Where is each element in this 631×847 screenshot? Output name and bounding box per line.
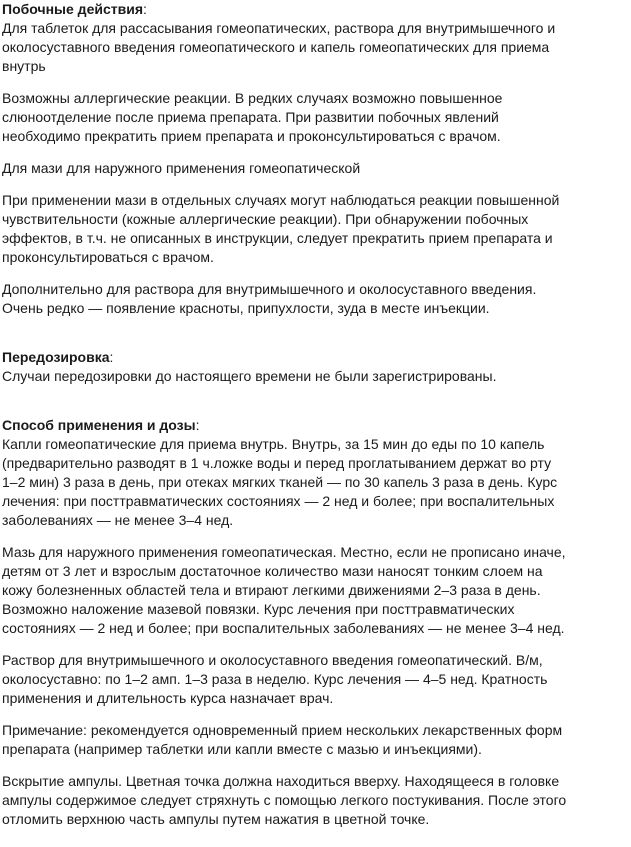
text-line: 1–2 мин) 3 раза в день, при отеках мягких тканей — по 30 капель 3 раза в день. Курс [2,474,558,490]
text-line: отломить верхнюю часть ампулы путем нажатия в цветной точке. [2,811,430,827]
text-line: ампулы содержимое следует стряхнуть с помощью легкого постукивания. После этого [2,792,567,808]
text-line: детям от 3 лет и взрослым достаточное количество мази наносят тонким слоем на [2,563,543,579]
text-line: препарата (например таблетки или капли вместе с мазью и инъекциями). [2,741,482,757]
paragraph [2,280,631,318]
paragraph [2,435,631,530]
text-line: (предварительно разводят в 1 ч.ложке воды и перед проглатыванием держат во рту [2,455,552,471]
text-line: слюноотделение после приема препарата. При развитии побочных явлений [2,109,499,125]
text-line: проконсультироваться с врачом. [2,249,214,265]
text-line: заболеваниях — не менее 3–4 нед. [2,512,234,528]
paragraph [2,367,631,386]
paragraph [2,543,631,638]
text-line: применения и длительность курса назначает врач. [2,690,334,706]
text-line: Случаи передозировки до настоящего времени не были зарегистрированы. [2,368,497,384]
text-line: чувствительности (кожные аллергические реакции). При обнаружении побочных [2,211,529,227]
text-line: околосуставного введения гомеопатического и капель гомеопатических для приема [2,39,550,55]
section-title: Способ применения и дозы [2,417,196,433]
paragraph [2,191,631,267]
paragraph [2,651,631,708]
text-line: Раствор для внутримышечного и околосуставного введения гомеопатический. В/м, [2,652,543,668]
text-line: эффектов, в т.ч. не описанных в инструкции, следует прекратить прием препарата и [2,230,553,246]
heading-colon: : [142,1,147,17]
section-title: Побочные действия [2,1,143,17]
text-line: необходимо прекратить прием препарата и проконсультироваться с врачом. [2,128,501,144]
section [2,348,631,386]
text-line: Капли гомеопатические для приема внутрь. Внутрь, за 15 мин до еды по 10 капель [2,436,545,452]
text-line: Мазь для наружного применения гомеопатическая. Местно, если не прописано иначе, [2,544,566,560]
text-line: состояниях — 2 нед и более; при воспалительных заболеваниях — не менее 3–4 нед. [2,620,565,636]
text-line: Примечание: рекомендуется одновременный прием нескольких лекарственных форм [2,722,563,738]
paragraph [2,19,631,76]
text-line: кожу болезненных областей тела и втирают легкими движениями 2–3 раза в день. [2,582,541,598]
text-line: околосуставно: по 1–2 амп. 1–3 раза в неделю. Курс лечения — 4–5 нед. Кратность [2,671,548,687]
text-line: внутрь [2,58,46,74]
text-line: При применении мази в отдельных случаях могут наблюдаться реакции повышенной [2,192,560,208]
heading-colon: : [195,417,200,433]
text-line: Очень редко — появление красноты, припухлости, зуда в месте инъекции. [2,300,490,316]
text-line: Возможны аллергические реакции. В редких случаях возможно повышенное [2,90,503,106]
text-line: Для таблеток для рассасывания гомеопатических, раствора для внутримышечного и [2,20,556,36]
section [2,416,631,829]
section [2,0,631,318]
section-heading [2,348,631,367]
paragraph [2,721,631,759]
section-heading [2,416,631,435]
text-line: лечения: при посттравматических состояниях — 2 нед и более; при воспалительных [2,493,555,509]
section-heading [2,0,631,19]
paragraph [2,89,631,146]
text-line: Возможно наложение мазевой повязки. Курс лечения при посттравматических [2,601,515,617]
paragraph [2,772,631,829]
heading-colon: : [109,349,114,365]
paragraph [2,159,631,178]
text-line: Вскрытие ампулы. Цветная точка должна находиться вверху. Находящееся в головке [2,773,560,789]
text-line: Дополнительно для раствора для внутримышечного и околосуставного введения. [2,281,537,297]
text-line: Для мази для наружного применения гомеопатической [2,160,361,176]
section-title: Передозировка [2,349,110,365]
